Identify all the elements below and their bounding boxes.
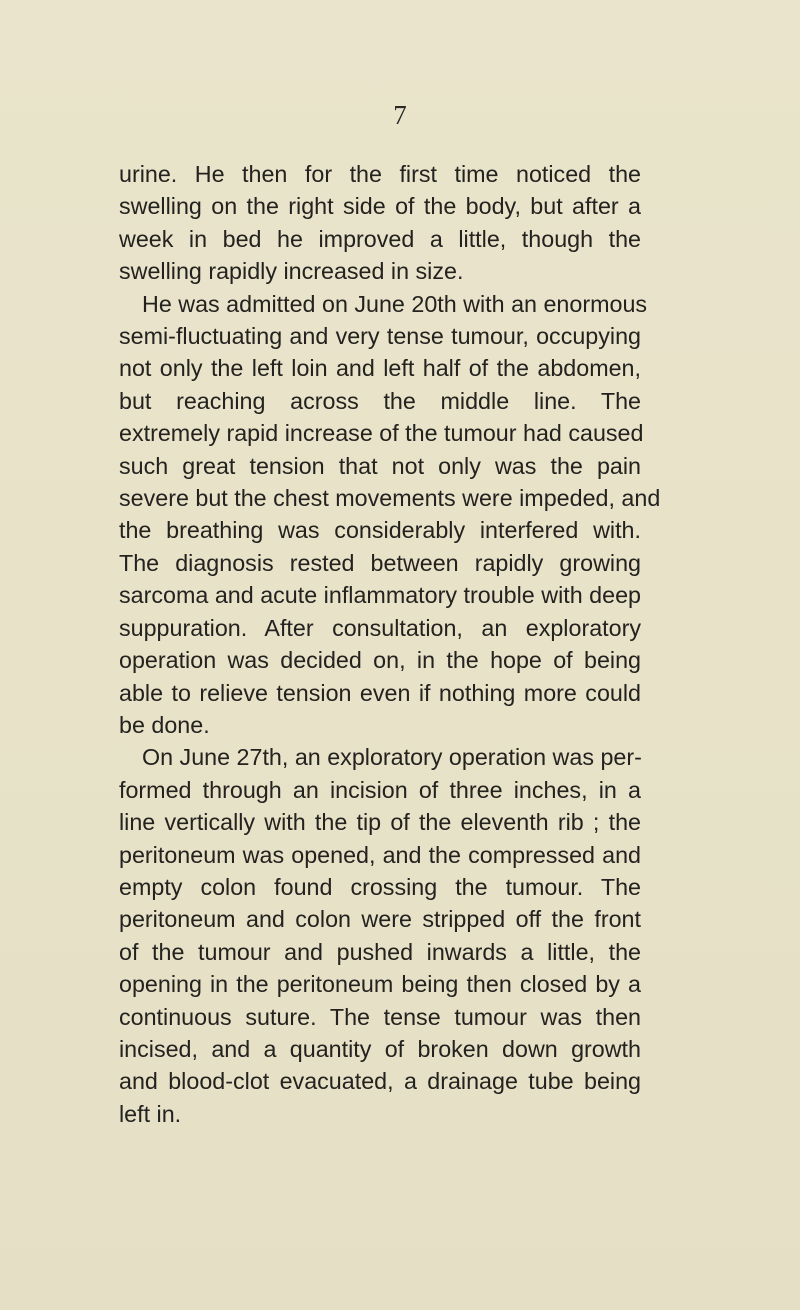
text-line: urine. He then for the first time noticed the (119, 161, 641, 187)
text-line: swelling on the right side of the body, but after a (119, 193, 641, 220)
text-line: severe but the chest movements were impeded, and (119, 485, 661, 512)
text-line: He was admitted on June 20th with an enormous (142, 290, 648, 317)
text-line: of the tumour and pushed inwards a little, the (119, 938, 641, 965)
text-line: sarcoma and acute inflammatory trouble with deep (119, 582, 641, 609)
text-line: operation was decided on, in the hope of being (119, 647, 641, 674)
body-text (119, 158, 661, 1130)
text-line: semi-fluctuating and very tense tumour, occupying (119, 323, 641, 350)
text-line: formed through an incision of three inches, in a (119, 776, 641, 803)
text-line: able to relieve tension even if nothing more could (119, 679, 641, 706)
text-line: extremely rapid increase of the tumour had caused (119, 420, 644, 447)
text-line: left in. (119, 1100, 182, 1127)
text-line: be done. (119, 711, 210, 738)
text-line: and blood-clot evacuated, a drainage tube being (119, 1068, 641, 1095)
text-line: peritoneum and colon were stripped off the front (119, 906, 641, 933)
text-line: suppuration. After consultation, an exploratory (119, 614, 641, 641)
text-line: peritoneum was opened, and the compressed and (119, 841, 641, 868)
text-line: such great tension that not only was the pain (119, 452, 641, 479)
text-line: but reaching across the middle line. The (119, 387, 641, 414)
text-line: week in bed he improved a little, though the (119, 225, 641, 252)
text-line: opening in the peritoneum being then closed by a (119, 971, 641, 998)
page-number: 7 (393, 100, 407, 130)
text-line: the breathing was considerably interfered with. (119, 517, 641, 544)
text-line: not only the left loin and left half of the abdomen, (119, 355, 641, 382)
text-line: swelling rapidly increased in size. (119, 258, 464, 285)
text-line: empty colon found crossing the tumour. The (119, 873, 641, 900)
text-line: continuous suture. The tense tumour was then (119, 1003, 641, 1030)
text-line: On June 27th, an exploratory operation was per- (142, 744, 642, 771)
text-line: incised, and a quantity of broken down growth (119, 1035, 641, 1062)
text-line: The diagnosis rested between rapidly growing (119, 549, 641, 576)
text-line: line vertically with the tip of the eleventh rib ; the (119, 809, 641, 836)
